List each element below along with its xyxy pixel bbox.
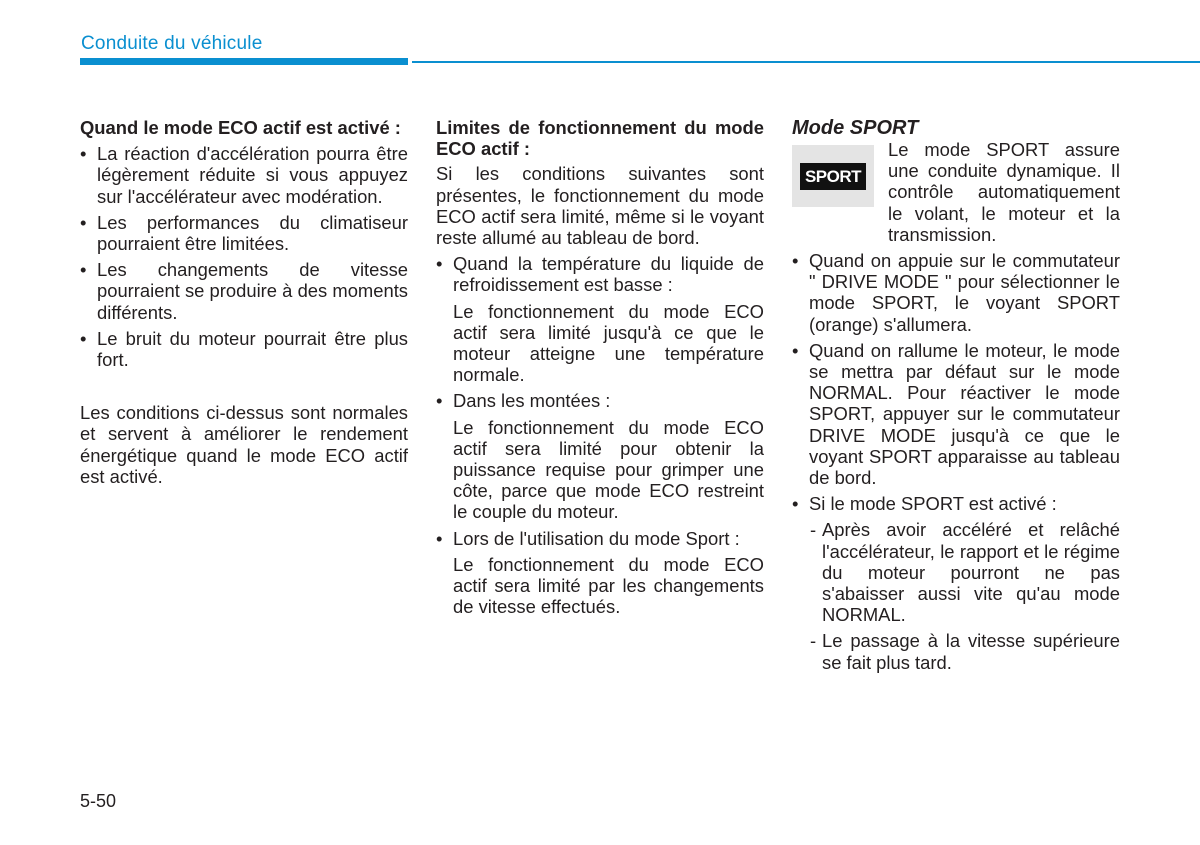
- list-item: • Quand on rallume le moteur, le mode se mettra par défaut sur le mode NORMAL. Pour réactiver le mode SPORT, appuyer sur le commutateur DRIVE MODE jusqu'à ce que le voyant SPORT apparaisse au tableau de bord.: [792, 339, 1120, 489]
- bullet-icon: •: [436, 390, 443, 412]
- page-number: 5-50: [80, 791, 117, 811]
- header-title: Conduite du véhicule: [81, 33, 263, 54]
- column-eco-effects: [80, 117, 408, 487]
- eco-active-heading: Quand le mode ECO actif est activé :: [80, 117, 401, 138]
- list-item: • Le bruit du moteur pourrait être plus fort.: [80, 327, 408, 371]
- list-item: [436, 253, 764, 385]
- list-item: [436, 528, 764, 618]
- sport-badge: SPORT: [800, 163, 866, 190]
- header-rule-thin: [412, 61, 1200, 63]
- list-item: • Quand on appuie sur le commutateur " DRIVE MODE " pour sélectionner le mode SPORT, le voyant SPORT (orange) s'allumera.: [792, 250, 1120, 335]
- sport-intro: Le mode SPORT assure une conduite dynamique. Il contrôle automatiquement le volant, le moteur et la transmission.: [888, 139, 1120, 245]
- sport-indicator-icon: [792, 145, 874, 207]
- eco-normal-paragraph: Les conditions ci-dessus sont normales et servent à améliorer le rendement énergétique quand le mode ECO actif est activé.: [80, 402, 408, 487]
- dash-item: - Après avoir accéléré et relâché l'accélérateur, le rapport et le régime du moteur pourront ne pas s'abaisser aussi vite qu'au mode NORMAL.: [810, 519, 1120, 626]
- list-item: • La réaction d'accélération pourra être légèrement réduite si vous appuyez sur l'accélérateur avec modération.: [80, 143, 408, 207]
- eco-limits-heading: Limites de fonctionnement du mode ECO actif :: [436, 117, 764, 160]
- bullet-icon: •: [792, 250, 799, 272]
- column-eco-limits: [436, 117, 764, 617]
- limit-detail: Le fonctionnement du mode ECO actif sera limité pour obtenir la puissance requise pour grimper une côte, parce que mode ECO restreint le couple du moteur.: [453, 416, 764, 523]
- bullet-icon: •: [80, 259, 87, 281]
- limit-condition: Lors de l'utilisation du mode Sport :: [453, 527, 740, 549]
- column-sport-mode: [792, 117, 1120, 673]
- bullet-icon: •: [792, 339, 799, 361]
- list-item: • Les changements de vitesse pourraient se produire à des moments différents.: [80, 259, 408, 323]
- bullet-icon: •: [80, 211, 87, 233]
- limit-detail: Le fonctionnement du mode ECO actif sera limité jusqu'à ce que le moteur atteigne une température normale.: [453, 300, 764, 386]
- limit-condition: Quand la température du liquide de refroidissement est basse :: [453, 253, 764, 296]
- list-item: • Les performances du climatiseur pourraient être limitées.: [80, 211, 408, 255]
- limit-condition: Dans les montées :: [453, 390, 611, 412]
- bullet-icon: •: [436, 253, 443, 275]
- limit-detail: Le fonctionnement du mode ECO actif sera limité par les changements de vitesse effectués.: [453, 553, 764, 618]
- bullet-icon: •: [792, 493, 799, 515]
- bullet-icon: •: [80, 143, 87, 165]
- sport-mode-title: Mode SPORT: [792, 117, 919, 139]
- bullet-icon: •: [436, 527, 443, 549]
- dash-icon: -: [810, 519, 817, 541]
- eco-limits-list: [436, 253, 764, 617]
- bullet-icon: •: [80, 327, 87, 349]
- sport-list: [792, 250, 1120, 514]
- eco-limits-intro: Si les conditions suivantes sont présentes, le fonctionnement du mode ECO actif sera limité, même si le voyant reste allumé au tableau de bord.: [436, 163, 764, 249]
- dash-icon: -: [810, 630, 817, 652]
- header-rule-thick: [80, 58, 408, 65]
- sport-intro-block: [792, 139, 1120, 245]
- dash-item: - Le passage à la vitesse supérieure se fait plus tard.: [810, 630, 1120, 673]
- list-item: • Si le mode SPORT est activé :: [792, 493, 1057, 515]
- list-item: [436, 390, 764, 522]
- eco-effects-list: [80, 143, 408, 370]
